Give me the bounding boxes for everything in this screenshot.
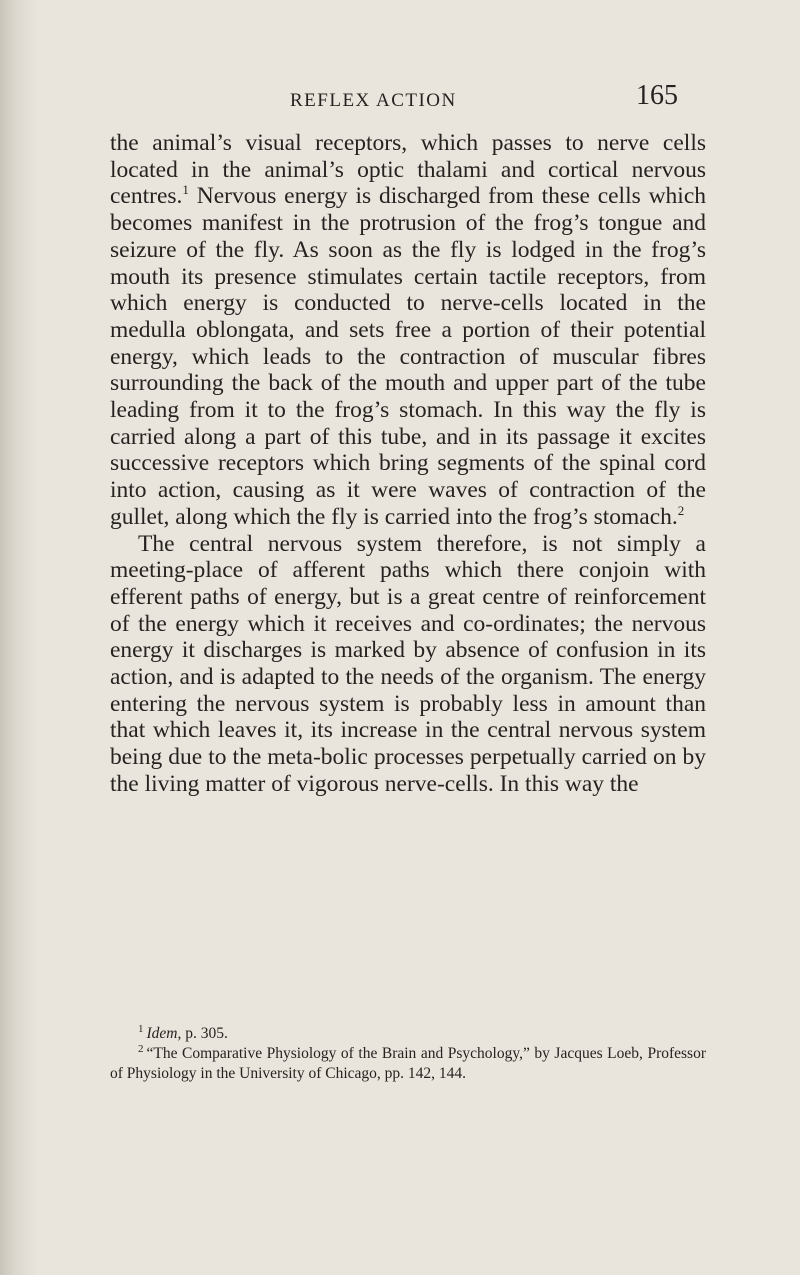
page-gutter-shadow bbox=[0, 0, 38, 1275]
footnote-2-text: “The Comparative Physiology of the Brain and Psychology,” by Jacques Loeb, Professor of Physiology in the University of Chicago, pp. 142, 144. bbox=[110, 1045, 706, 1082]
footnotes bbox=[110, 1024, 706, 1084]
paragraph-2: The central nervous system therefore, is not simply a meeting-place of afferent paths which there conjoin with efferent paths of energy, but is a great centre of reinforcement of the energy which it receives and co-ordinates; the nervous energy it discharges is marked by absence of confusion in its action, and is adapted to the needs of the organism. The energy entering the nervous system is probably less in amount than that which leaves it, its increase in the central nervous system being due to the meta-bolic processes perpetually carried on by the living matter of vigorous nerve-cells. In this way the bbox=[110, 530, 706, 797]
footnote-1-italic: Idem bbox=[146, 1025, 178, 1042]
footnote-2-mark: 2 bbox=[138, 1042, 144, 1055]
paragraph-1-part-b: Nervous energy is discharged from these cells which becomes manifest in the protrusion of the frog’s tongue and seizure of the fly. As soon as the fly is lodged in the frog’s mouth its presence stimulates certain tactile receptors, from which energy is conducted to nerve-cells located in the medulla oblongata, and sets free a portion of their potential energy, which leads to the contraction of muscular fibres surrounding the back of the mouth and upper part of the tube leading from it to the frog’s stomach. In this way the fly is carried along a part of this tube, and in its passage it excites successive receptors which bring segments of the spinal cord into action, causing as it were waves of contraction of the gullet, along which the fly is carried into the frog’s stomach. bbox=[110, 183, 706, 530]
footnote-ref-1[interactable]: 1 bbox=[182, 182, 189, 198]
footnote-1-text: , p. 305. bbox=[177, 1025, 228, 1042]
footnote-1 bbox=[110, 1024, 706, 1044]
footnote-ref-2[interactable]: 2 bbox=[677, 503, 685, 519]
footnote-1-mark: 1 bbox=[138, 1022, 144, 1035]
body-text bbox=[110, 130, 706, 798]
paragraph-1-part-a: the animal’s visual receptors, which passes to nerve cells located in the animal’s optic thalami and cortical nervous centres. bbox=[110, 130, 706, 210]
page-header bbox=[0, 80, 800, 120]
paragraph-1 bbox=[110, 130, 706, 531]
footnote-2 bbox=[110, 1044, 706, 1084]
page-number: 165 bbox=[636, 80, 678, 111]
running-head: REFLEX ACTION bbox=[290, 90, 457, 111]
